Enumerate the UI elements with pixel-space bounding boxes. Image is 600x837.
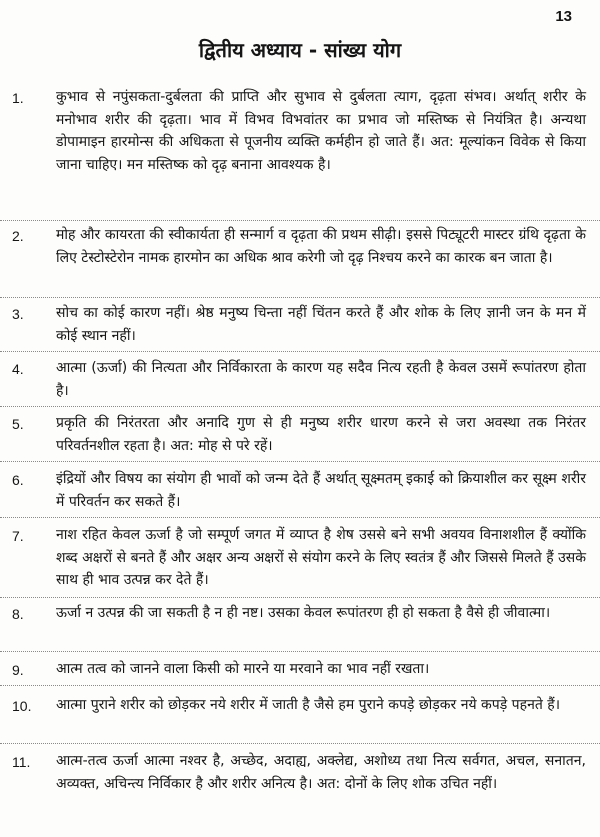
item-number: 7. — [12, 528, 24, 544]
list-item — [0, 86, 600, 221]
list-item — [0, 694, 600, 744]
item-text: आत्म तत्व को जानने वाला किसी को मारने या मरवाने का भाव नहीं रखता। — [56, 661, 430, 677]
item-text: आत्म-तत्व ऊर्जा आत्मा नश्वर है, अच्छेद, अदाह्य, अक्लेद्य, अशोध्य तथा नित्य सर्वगत, अचल, सनातन, अव्यक्त, अचिन्त्य निर्विकार है और शरीर अनित्य है। अत: दोनों के लिए शोक उचित नहीं। — [56, 753, 586, 792]
item-text: प्रकृति की निरंतरता और अनादि गुण से ही मनुष्य शरीर धारण करने से जरा अवस्था तक निरंतर परिवर्तनशील रहता है। अत: मोह से परे रहें। — [56, 415, 586, 454]
list-item — [0, 302, 600, 352]
list-item — [0, 602, 600, 652]
item-text: कुभाव से नपुंसकता-दुर्बलता की प्राप्ति और सुभाव से दुर्बलता त्याग, दृढ़ता संभव। अर्थात् शरीर के मनोभाव शरीर की दृढ़ता। भाव में विभव विभवांतर का प्रभाव जो मस्तिष्क से नियंत्रित है। अन्यथा डोपामाइन हारमोन्स की अधिकता से पूजनीय व्यक्ति कर्महीन हो जाते हैं। अत: मूल्यांकन विवेक से किया जाना चाहिए। मन मस्तिष्क को दृढ़ बनाना आवश्यक है। — [56, 89, 586, 173]
item-text: मोह और कायरता की स्वीकार्यता ही सन्मार्ग व दृढ़ता की प्रथम सीढ़ी। इससे पिट्यूटरी मास्टर ग्रंथि दृढ़ता के लिए टेस्टोस्टेरोन नामक हारमोन का अधिक श्राव करेगी जो दृढ़ निश्चय करने का कारक बन जाता है। — [56, 227, 586, 266]
item-number: 5. — [12, 416, 24, 432]
item-number: 11. — [12, 754, 31, 770]
item-number: 9. — [12, 662, 24, 678]
item-text: नाश रहित केवल ऊर्जा है जो सम्पूर्ण जगत में व्याप्त है शेष उससे बने सभी अवयव विनाशशील हैं क्योंकि शब्द अक्षरों से बनते हैं और अक्षर अन्य अक्षरों से संयोग करने के लिए स्वतंत्र हैं और जिससे मिलते हैं उसके साथ ही भाव उत्पन्न कर देते हैं। — [56, 527, 586, 589]
list-item — [0, 468, 600, 518]
list-item — [0, 524, 600, 598]
list-item — [0, 357, 600, 407]
item-text: इंद्रियों और विषय का संयोग ही भावों को जन्म देते हैं अर्थात् सूक्ष्मतम् इकाई को क्रियाशील कर सूक्ष्म शरीर में परिवर्तन कर सकते हैं। — [56, 471, 586, 510]
chapter-title: द्वितीय अध्याय - सांख्य योग — [198, 38, 402, 62]
item-number: 8. — [12, 606, 24, 622]
list-item — [0, 658, 600, 686]
item-text: सोच का कोई कारण नहीं। श्रेष्ठ मनुष्य चिन्ता नहीं चिंतन करते हैं और शोक के लिए ज्ञानी जन के मन में कोई स्थान नहीं। — [56, 305, 586, 344]
list-item — [0, 750, 600, 822]
item-number: 4. — [12, 361, 24, 377]
list-item — [0, 412, 600, 462]
item-number: 3. — [12, 306, 24, 322]
item-number: 6. — [12, 472, 24, 488]
item-number: 1. — [12, 90, 24, 106]
item-text: ऊर्जा न उत्पन्न की जा सकती है न ही नष्ट। उसका केवल रूपांतरण ही हो सकता है वैसे ही जीवात्मा। — [56, 605, 551, 621]
item-number: 2. — [12, 228, 24, 244]
item-text: आत्मा (ऊर्जा) की नित्यता और निर्विकारता के कारण यह सदैव नित्य रहती है केवल उसमें रूपांतरण होता है। — [56, 360, 586, 399]
page-number: 13 — [555, 8, 572, 25]
item-text: आत्मा पुराने शरीर को छोड़कर नये शरीर में जाती है जैसे हम पुराने कपड़े छोड़कर नये कपड़े पहनते हैं। — [56, 697, 561, 713]
item-number: 10. — [12, 698, 32, 714]
list-item — [0, 224, 600, 298]
